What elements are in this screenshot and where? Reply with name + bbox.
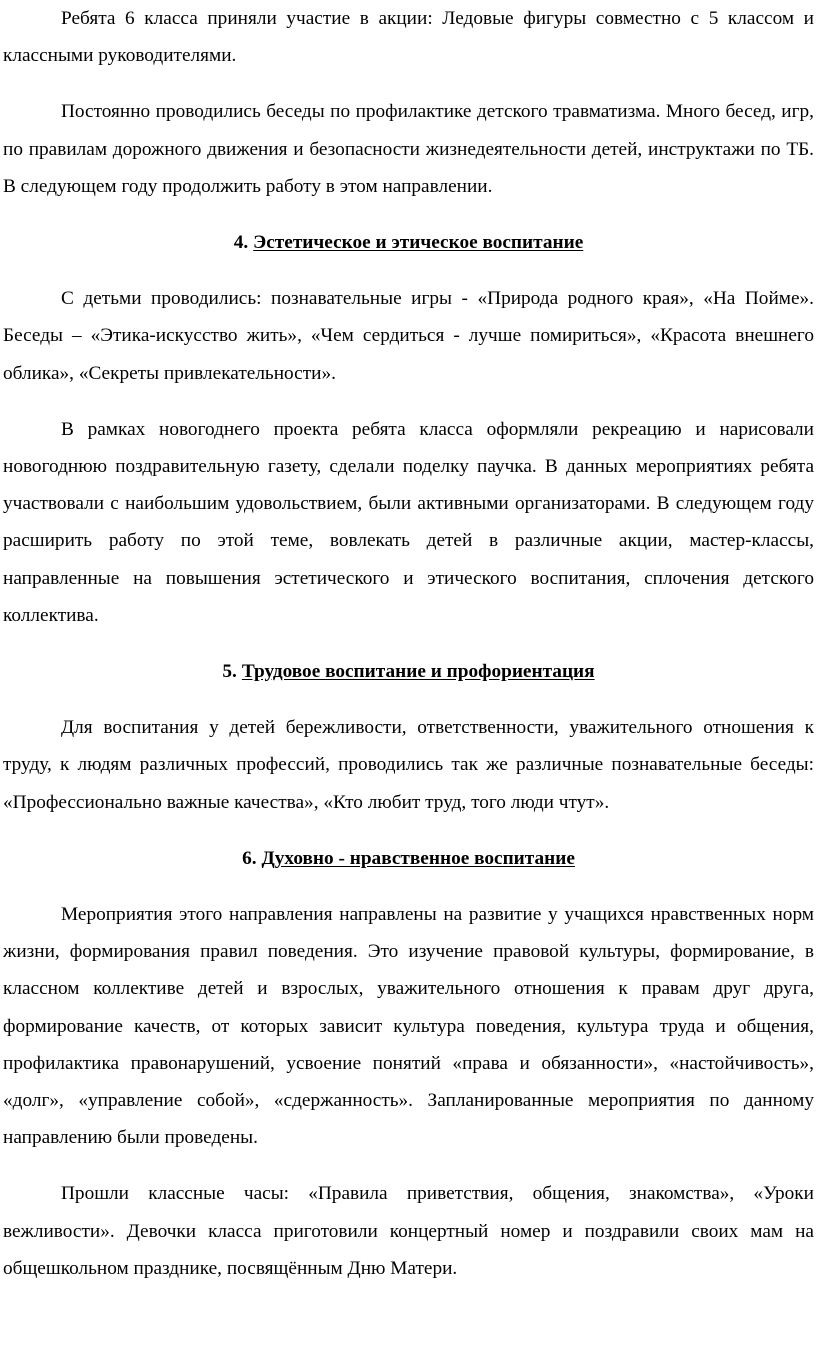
section-6-title: Духовно - нравственное воспитание — [261, 847, 575, 869]
intro-paragraph-2: Постоянно проводились беседы по профилактике детского травматизма. Много бесед, игр, по правилам дорожного движения и безопасности жизнедеятельности детей, инструктажи по ТБ. В следующем году продолжить работу в этом направлении. — [3, 101, 814, 197]
intro-paragraph-1: Ребята 6 класса приняли участие в акции: Ледовые фигуры совместно с 5 классом и классными руководителями. — [3, 8, 814, 67]
section-4-title: Эстетическое и этическое воспитание — [253, 232, 584, 254]
section-4-number: 4. — [233, 232, 249, 254]
section-4-paragraph-1: С детьми проводились: познавательные игры - «Природа родного края», «На Пойме». Беседы – «Этика-искусство жить», «Чем сердиться - лучше помириться», «Красота внешнего облика», «Секреты привлекательности». — [3, 288, 814, 384]
section-4-paragraph-2: В рамках новогоднего проекта ребята класса оформляли рекреацию и нарисовали новогоднюю поздравительную газету, сделали поделку паучка. В данных мероприятиях ребята участвовали с наибольшим удовольствием, были активными организаторами. В следующем году расширить работу по этой теме, вовлекать детей в различные акции, мастер-классы, направленные на повышения эстетического и этического воспитания, сплочения детского коллектива. — [3, 418, 814, 626]
section-5-number: 5. — [222, 661, 237, 683]
section-6-paragraph-1: Мероприятия этого направления направлены на развитие у учащихся нравственных норм жизни, формирования правил поведения. Это изучение правовой культуры, формирование, в классном коллективе детей и взрослых, уважительного отношения к правам друг друга, формирование качеств, от которых зависит культура поведения, культура труда и общения, профилактика правонарушений, усвоение понятий «права и обязанности», «настойчивость», «долг», «управление собой», «сдержанность». Запланированные мероприятия по данному направлению были проведены. — [3, 904, 814, 1149]
section-5-heading — [3, 653, 814, 690]
section-6-number: 6. — [242, 847, 257, 869]
section-4-heading — [3, 224, 814, 261]
section-6-heading — [3, 840, 814, 877]
section-6-paragraph-2: Прошли классные часы: «Правила приветствия, общения, знакомства», «Уроки вежливости». Девочки класса приготовили концертный номер и поздравили своих мам на общешкольном празднике, посвящённым Дню Матери. — [3, 1183, 814, 1279]
section-5-paragraph-1: Для воспитания у детей бережливости, ответственности, уважительного отношения к труду, к людям различных профессий, проводились так же различные познавательные беседы: «Профессионально важные качества», «Кто любит труд, того люди чтут». — [3, 717, 814, 813]
section-5-title: Трудовое воспитание и профориентация — [241, 661, 595, 683]
